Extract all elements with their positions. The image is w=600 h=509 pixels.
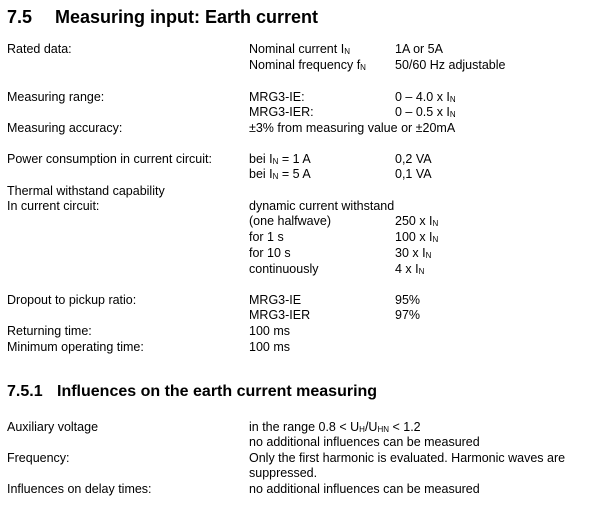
min-operating-time-label: Minimum operating time: [7,340,144,354]
auxiliary-voltage-range: in the range 0.8 < UH/UHN < 1.2 [249,420,421,434]
power-consumption-label: Power consumption in current circuit: [7,152,212,166]
rated-data-label: Rated data: [7,42,72,56]
thermal-1s-value: 100 x IN [395,230,439,244]
min-operating-time-value: 100 ms [249,340,290,354]
range-value-ie: 0 – 4.0 x IN [395,90,456,104]
nominal-frequency-label: Nominal frequency fN [249,58,366,72]
auxiliary-voltage-note: no additional influences can be measured [249,435,480,449]
dropout-model-ie: MRG3-IE [249,293,302,307]
thermal-halfwave-label: (one halfwave) [249,214,331,228]
thermal-header: dynamic current withstand [249,199,395,213]
measuring-accuracy-label: Measuring accuracy: [7,121,123,135]
subsection-number: 7.5.1 [7,383,43,400]
thermal-halfwave-value: 250 x IN [395,214,439,228]
dropout-value-ier: 97% [395,308,421,322]
thermal-continuous-label: continuously [249,262,319,276]
measuring-accuracy-value: ±3% from measuring value or ±20mA [249,121,456,135]
dropout-label: Dropout to pickup ratio: [7,293,137,307]
power-value-1a: 0,2 VA [395,152,432,166]
range-model-ie: MRG3-IE: [249,90,305,104]
thermal-circuit-label: In current circuit: [7,199,100,213]
subsection-title: Influences on the earth current measuring [57,383,378,400]
thermal-10s-value: 30 x IN [395,246,432,260]
range-model-ier: MRG3-IER: [249,105,314,119]
nominal-current-label: Nominal current IN [249,42,350,56]
frequency-label: Frequency: [7,451,70,465]
measuring-range-label: Measuring range: [7,90,105,104]
thermal-10s-label: for 10 s [249,246,291,260]
thermal-label: Thermal withstand capability [7,184,165,198]
returning-time-value: 100 ms [249,324,290,338]
frequency-value: Only the first harmonic is evaluated. Harmonic waves are suppressed. [249,451,566,480]
delay-times-value: no additional influences can be measured [249,482,480,496]
nominal-frequency-value: 50/60 Hz adjustable [395,58,506,72]
delay-times-label: Influences on delay times: [7,482,152,496]
power-condition-1a: bei IN = 1 A [249,152,311,166]
dropout-model-ier: MRG3-IER [249,308,311,322]
thermal-continuous-value: 4 x IN [395,262,425,276]
section-heading [7,7,318,27]
subsection-heading [7,383,377,401]
returning-time-label: Returning time: [7,324,92,338]
dropout-value-ie: 95% [395,293,421,307]
range-value-ier: 0 – 0.5 x IN [395,105,456,119]
section-title: Measuring input: Earth current [55,7,319,27]
thermal-1s-label: for 1 s [249,230,284,244]
power-value-5a: 0,1 VA [395,167,432,181]
power-condition-5a: bei IN = 5 A [249,167,311,181]
section-number: 7.5 [7,7,33,27]
auxiliary-voltage-label: Auxiliary voltage [7,420,99,434]
nominal-current-value: 1A or 5A [395,42,443,56]
